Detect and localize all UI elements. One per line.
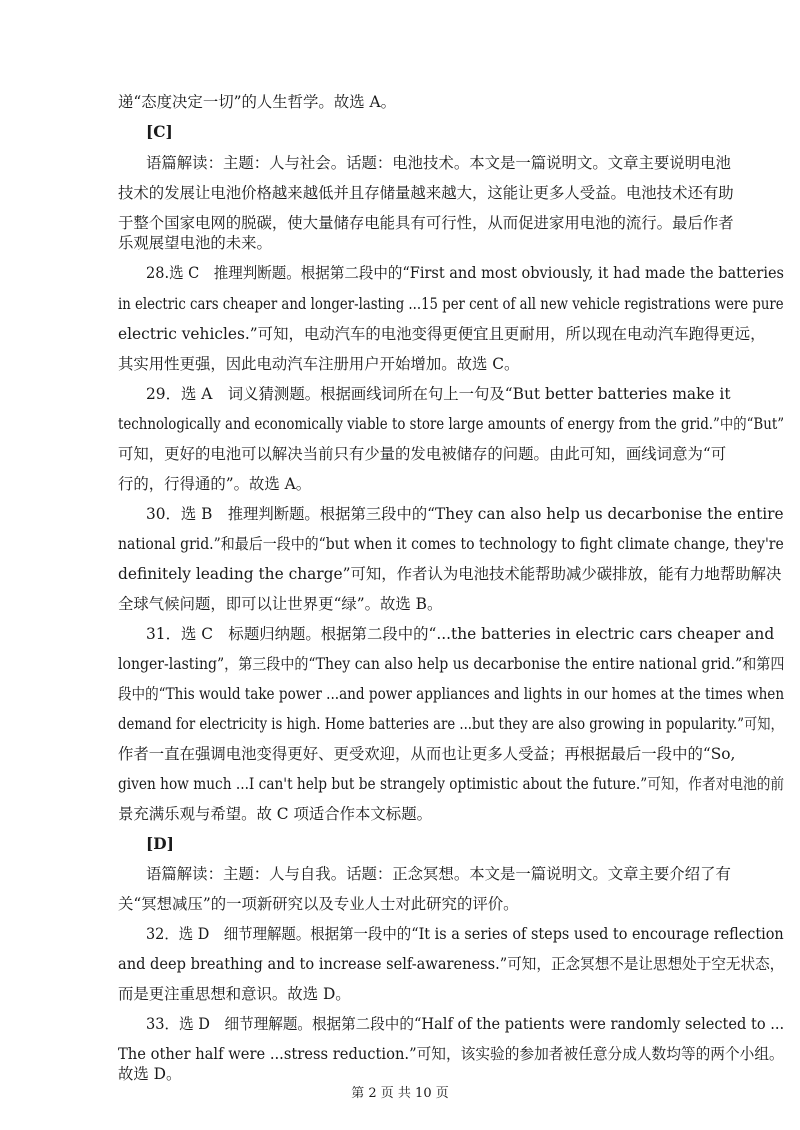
text-line: 行的，行得通的”。故选 A。 [118, 475, 312, 493]
text-line: national grid.”和最后一段中的“but when it comes to technology to fight climate change, they're [118, 535, 784, 553]
text-line: definitely leading the charge”可知，作者认为电池技术能帮助减少碳排放，能有力地帮助解决 [118, 565, 782, 583]
text-line: 景充满乐观与希望。故 C 项适合作本文标题。 [118, 805, 432, 823]
text-line: 其实用性更强，因此电动汽车注册用户开始增加。故选 C。 [118, 355, 520, 373]
page-footer: 第 2 页 共 10 页 [351, 1086, 449, 1101]
text-line: 32．选 D 细节理解题。根据第一段中的“It is a series of steps used to encourage reflection [146, 925, 784, 943]
text-line: electric vehicles.”可知，电动汽车的电池变得更便宜且更耐用，所以现在电动汽车跑得更远， [118, 325, 766, 343]
text-line: 段中的“This would take power ...and power appliances and lights in our homes at the times when [118, 685, 785, 703]
text-line: 关“冥想减压”的一项新研究以及专业人士对此研究的评价。 [118, 895, 519, 913]
text-line: 30．选 B 推理判断题。根据第三段中的“They can also help us decarbonise the entire [146, 505, 784, 523]
text-line: 28.选 C 推理判断题。根据第二段中的“First and most obviously, it had made the batteries [146, 264, 784, 282]
text-line: 全球气候问题，即可以让世界更“绿”。故选 B。 [118, 595, 443, 613]
section-heading-c: [C] [146, 123, 173, 141]
text-line: 乐观展望电池的未来。 [118, 234, 272, 252]
text-line: 语篇解读：主题：人与社会。话题：电池技术。本文是一篇说明文。文章主要说明电池 [146, 154, 731, 172]
text-line: 而是更注重思想和意识。故选 D。 [118, 985, 351, 1003]
text-line: The other half were ...stress reduction.”可知，该实验的参加者被任意分成人数均等的两个小组。 [118, 1045, 784, 1063]
text-line: technologically and economically viable to store large amounts of energy from the grid.”中的“But” [118, 415, 785, 433]
text-line: 可知，更好的电池可以解决当前只有少量的发电被储存的问题。由此可知，画线词意为“可 [118, 445, 727, 463]
text-line: 语篇解读：主题：人与自我。话题：正念冥想。本文是一篇说明文。文章主要介绍了有 [146, 865, 731, 883]
text-line: demand for electricity is high. Home batteries are ...but they are also growing in popularity.”可知， [118, 715, 784, 733]
text-line: given how much ...I can't help but be strangely optimistic about the future.”可知，作者对电池的前 [118, 775, 785, 793]
text-line: longer-lasting”，第三段中的“They can also help us decarbonise the entire national grid.”和第四 [118, 655, 785, 673]
text-line: 于整个国家电网的脱碳，使大量储存电能具有可行性，从而促进家用电池的流行。最后作者 [118, 214, 734, 232]
text-line: 故选 D。 [118, 1065, 182, 1083]
text-line: 33．选 D 细节理解题。根据第二段中的“Half of the patients were randomly selected to ... [146, 1015, 785, 1033]
text-line: 29．选 A 词义猜测题。根据画线词所在句上一句及“But better batteries make it [146, 385, 731, 403]
text-line: in electric cars cheaper and longer-lasting ...15 per cent of all new vehicle registrations were pure [118, 295, 784, 313]
text-line: 递“态度决定一切”的人生哲学。故选 A。 [118, 93, 396, 111]
text-line: 作者一直在强调电池变得更好、更受欢迎，从而也让更多人受益；再根据最后一段中的“So, [118, 745, 736, 763]
section-heading-d: [D] [146, 835, 174, 853]
text-line: and deep breathing and to increase self-awareness.”可知，正念冥想不是让思想处于空无状态， [118, 955, 785, 973]
text-line: 31．选 C 标题归纳题。根据第二段中的“...the batteries in electric cars cheaper and [146, 625, 775, 643]
text-line: 技术的发展让电池价格越来越低并且存储量越来越大，这能让更多人受益。电池技术还有助 [118, 184, 734, 202]
